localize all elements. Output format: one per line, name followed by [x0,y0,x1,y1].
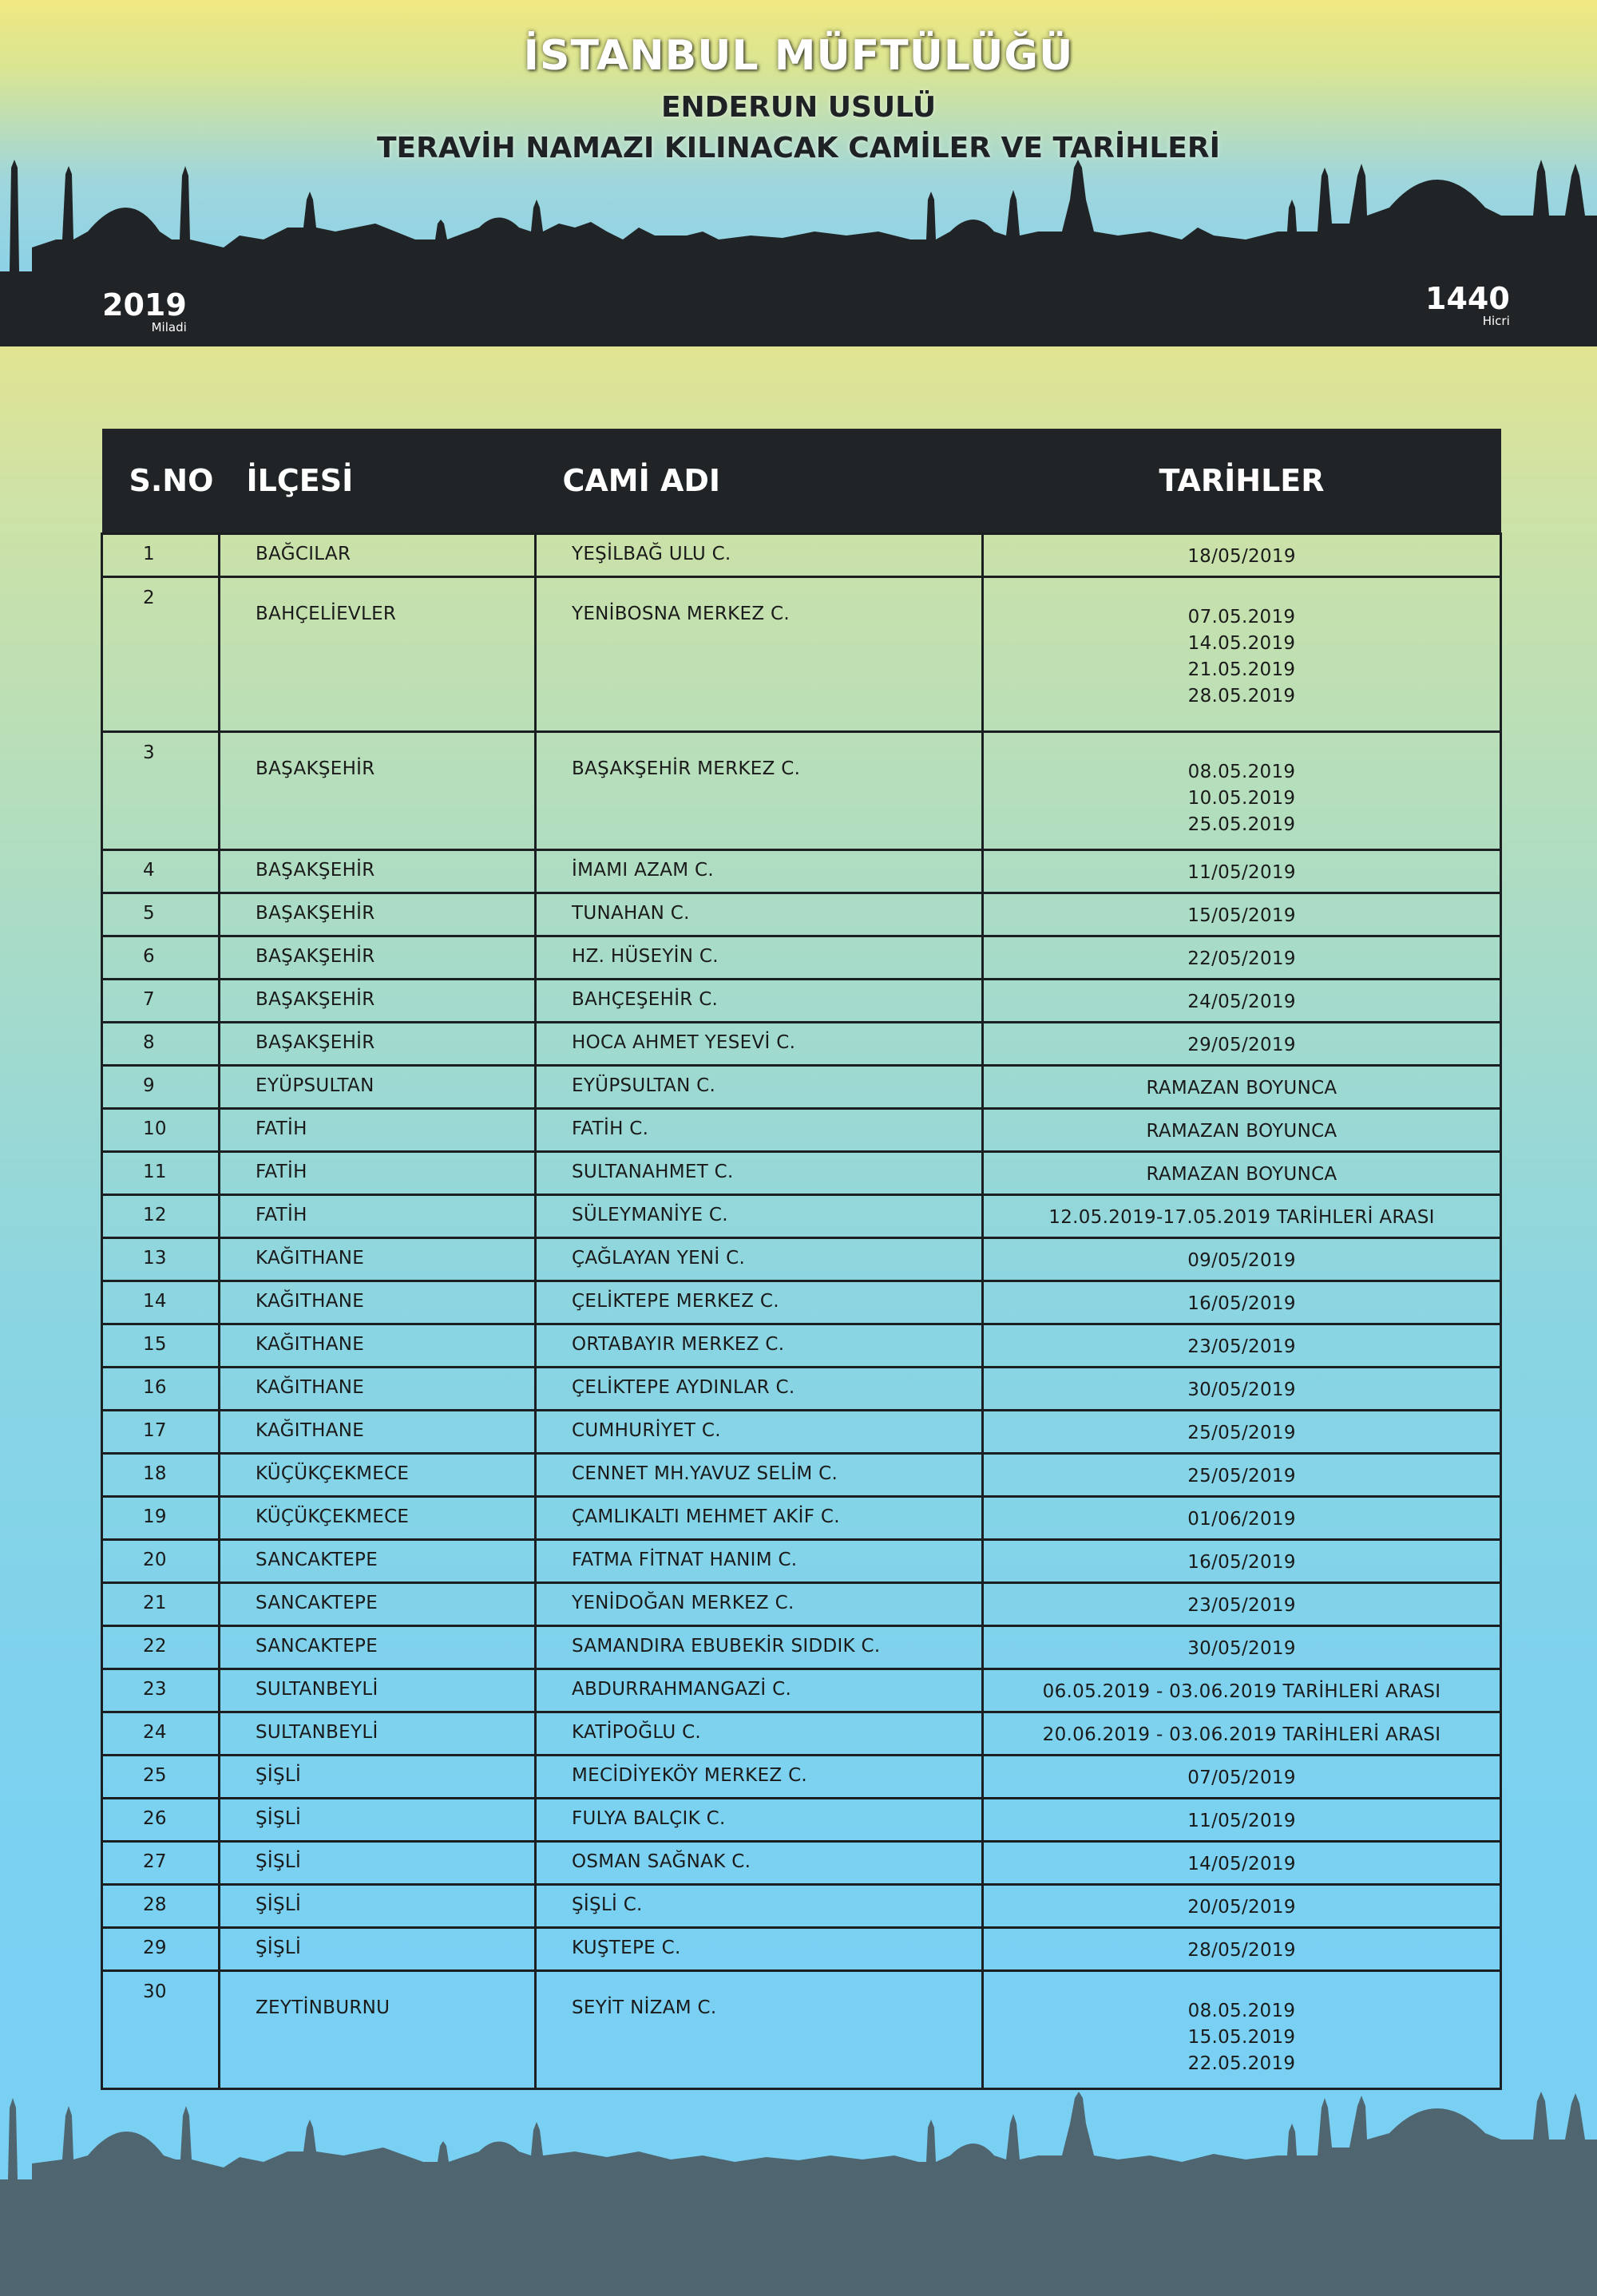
table-row [102,1368,1501,1411]
cell-tarihler [983,1928,1501,1971]
cell-sno: 3 [102,732,220,850]
cell-cami: CUMHURİYET C. [536,1411,983,1454]
cell-ilce: ŞİŞLİ [220,1842,536,1885]
cell-tarihler [983,1669,1501,1712]
cell-tarihler [983,1626,1501,1669]
date-entry: 25/05/2019 [1187,1423,1296,1443]
cell-cami: ÇELİKTEPE MERKEZ C. [536,1281,983,1324]
cell-ilce: FATİH [220,1152,536,1195]
cell-tarihler [983,1152,1501,1195]
cell-ilce: BAŞAKŞEHİR [220,893,536,936]
cell-cami: SÜLEYMANİYE C. [536,1195,983,1238]
date-entry: 29/05/2019 [1187,1035,1296,1055]
table-row [102,1626,1501,1669]
cell-ilce: ŞİŞLİ [220,1928,536,1971]
cell-sno: 8 [102,1023,220,1066]
cell-sno: 19 [102,1497,220,1540]
column-header-cami: CAMİ ADI [536,429,983,534]
cell-tarihler [983,1109,1501,1152]
cell-tarihler [983,534,1501,577]
date-entry: 09/05/2019 [1187,1250,1296,1271]
date-entry: 23/05/2019 [1187,1595,1296,1616]
cell-sno: 21 [102,1583,220,1626]
cell-ilce: KAĞITHANE [220,1238,536,1281]
table-row [102,1109,1501,1152]
table-row [102,1023,1501,1066]
cell-ilce: KAĞITHANE [220,1368,536,1411]
table-row [102,1454,1501,1497]
date-entry: 28.05.2019 [1187,686,1296,707]
column-header-ilce: İLÇESİ [220,429,536,534]
cell-sno: 11 [102,1152,220,1195]
cell-ilce: ŞİŞLİ [220,1885,536,1928]
date-entry: 22.05.2019 [1187,2053,1296,2074]
cell-ilce: SULTANBEYLİ [220,1712,536,1756]
cell-ilce: BAŞAKŞEHİR [220,850,536,893]
cell-sno: 14 [102,1281,220,1324]
page-subtitle-2: TERAVİH NAMAZI KILINACAK CAMİLER VE TARİHLERİ [376,132,1221,164]
table-header-row [102,429,1501,534]
table-row [102,893,1501,936]
date-entry: 11/05/2019 [1187,862,1296,883]
table-body [102,534,1501,2089]
date-entry: 28/05/2019 [1187,1940,1296,1961]
cell-ilce: KAĞITHANE [220,1281,536,1324]
cell-cami: HZ. HÜSEYİN C. [536,936,983,980]
cell-ilce: FATİH [220,1109,536,1152]
date-entry: 11/05/2019 [1187,1811,1296,1831]
cell-cami: YEŞİLBAĞ ULU C. [536,534,983,577]
cell-ilce: KAĞITHANE [220,1324,536,1368]
table-row [102,1238,1501,1281]
date-entry: 07/05/2019 [1187,1768,1296,1788]
table-row [102,1583,1501,1626]
cell-ilce: BAŞAKŞEHİR [220,732,536,850]
table-row [102,1324,1501,1368]
cell-cami: TUNAHAN C. [536,893,983,936]
year-hijri [1425,283,1510,327]
cell-cami: HOCA AHMET YESEVİ C. [536,1023,983,1066]
cell-sno: 10 [102,1109,220,1152]
cell-sno: 28 [102,1885,220,1928]
cell-ilce: SANCAKTEPE [220,1583,536,1626]
cell-cami: SAMANDIRA EBUBEKİR SIDDIK C. [536,1626,983,1669]
table-row [102,1540,1501,1583]
cell-cami: KATİPOĞLU C. [536,1712,983,1756]
table-row [102,936,1501,980]
date-entry: 16/05/2019 [1187,1293,1296,1314]
cell-cami: OSMAN SAĞNAK C. [536,1842,983,1885]
year-hijri-caption: Hicri [1482,314,1510,328]
cell-sno: 12 [102,1195,220,1238]
column-header-sno: S.NO [102,429,220,534]
date-entry: 08.05.2019 [1187,762,1296,782]
table-row [102,1066,1501,1109]
date-entry: 21.05.2019 [1187,659,1296,680]
cell-sno: 13 [102,1238,220,1281]
table-row [102,1756,1501,1799]
cell-ilce: SULTANBEYLİ [220,1669,536,1712]
date-entry: 12.05.2019-17.05.2019 TARİHLERİ ARASI [1048,1207,1435,1228]
date-entry: 15/05/2019 [1187,905,1296,926]
date-entry: 08.05.2019 [1187,2001,1296,2021]
cell-cami: ÇAMLIKALTI MEHMET AKİF C. [536,1497,983,1540]
cell-tarihler [983,577,1501,732]
date-entry: 15.05.2019 [1187,2027,1296,2048]
year-gregorian-caption: Miladi [151,320,187,335]
cell-sno: 6 [102,936,220,980]
cell-tarihler [983,1195,1501,1238]
cell-sno: 2 [102,577,220,732]
cell-ilce: KAĞITHANE [220,1411,536,1454]
cell-tarihler [983,732,1501,850]
cell-sno: 23 [102,1669,220,1712]
date-entry: 01/06/2019 [1187,1509,1296,1530]
cell-cami: CENNET MH.YAVUZ SELİM C. [536,1454,983,1497]
cell-tarihler [983,980,1501,1023]
cell-sno: 30 [102,1971,220,2089]
table-row [102,1712,1501,1756]
cell-ilce: ŞİŞLİ [220,1799,536,1842]
cell-sno: 17 [102,1411,220,1454]
page-title: İSTANBUL MÜFTÜLÜĞÜ [523,32,1074,80]
mosque-table [101,429,1502,2090]
cell-cami: SEYİT NİZAM C. [536,1971,983,2089]
cell-ilce: BAŞAKŞEHİR [220,1023,536,1066]
cell-ilce: ZEYTİNBURNU [220,1971,536,2089]
cell-cami: FATİH C. [536,1109,983,1152]
cell-sno: 25 [102,1756,220,1799]
table-row [102,980,1501,1023]
table-row [102,1281,1501,1324]
cell-ilce: ŞİŞLİ [220,1756,536,1799]
date-entry: 20.06.2019 - 03.06.2019 TARİHLERİ ARASI [1042,1724,1441,1745]
cell-tarihler [983,1540,1501,1583]
cell-ilce: KÜÇÜKÇEKMECE [220,1454,536,1497]
table-row [102,1971,1501,2089]
cell-sno: 4 [102,850,220,893]
date-entry: RAMAZAN BOYUNCA [1146,1121,1337,1142]
table-row [102,850,1501,893]
column-header-tarihler: TARİHLER [983,429,1501,534]
cell-tarihler [983,1497,1501,1540]
cell-cami: İMAMI AZAM C. [536,850,983,893]
table-row [102,1799,1501,1842]
cell-ilce: EYÜPSULTAN [220,1066,536,1109]
cell-cami: BAŞAKŞEHİR MERKEZ C. [536,732,983,850]
cell-sno: 18 [102,1454,220,1497]
cell-cami: SULTANAHMET C. [536,1152,983,1195]
date-entry: 07.05.2019 [1187,607,1296,627]
cell-cami: ÇELİKTEPE AYDINLAR C. [536,1368,983,1411]
cell-tarihler [983,936,1501,980]
table-row [102,1928,1501,1971]
istanbul-skyline-top [0,152,1597,346]
date-entry: 06.05.2019 - 03.06.2019 TARİHLERİ ARASI [1042,1681,1441,1702]
cell-cami: ORTABAYIR MERKEZ C. [536,1324,983,1368]
date-entry: 14.05.2019 [1187,633,1296,654]
cell-tarihler [983,1324,1501,1368]
cell-sno: 16 [102,1368,220,1411]
mosque-table-container [101,429,1500,2090]
cell-tarihler [983,1799,1501,1842]
cell-sno: 20 [102,1540,220,1583]
year-hijri-value: 1440 [1425,281,1510,316]
cell-tarihler [983,1842,1501,1885]
date-entry: 16/05/2019 [1187,1552,1296,1573]
cell-tarihler [983,1023,1501,1066]
cell-sno: 9 [102,1066,220,1109]
cell-tarihler [983,1885,1501,1928]
cell-tarihler [983,1368,1501,1411]
cell-tarihler [983,893,1501,936]
date-entry: 20/05/2019 [1187,1897,1296,1918]
date-entry: 30/05/2019 [1187,1638,1296,1659]
cell-tarihler [983,1971,1501,2089]
date-entry: 18/05/2019 [1187,546,1296,567]
cell-cami: BAHÇEŞEHİR C. [536,980,983,1023]
table-row [102,1195,1501,1238]
cell-tarihler [983,1411,1501,1454]
cell-cami: KUŞTEPE C. [536,1928,983,1971]
cell-tarihler [983,850,1501,893]
cell-sno: 5 [102,893,220,936]
cell-sno: 7 [102,980,220,1023]
cell-ilce: BAŞAKŞEHİR [220,980,536,1023]
cell-cami: YENİBOSNA MERKEZ C. [536,577,983,732]
cell-sno: 15 [102,1324,220,1368]
cell-tarihler [983,1454,1501,1497]
cell-tarihler [983,1583,1501,1626]
table-row [102,1411,1501,1454]
cell-cami: ABDURRAHMANGAZİ C. [536,1669,983,1712]
cell-sno: 22 [102,1626,220,1669]
date-entry: 24/05/2019 [1187,992,1296,1012]
date-entry: 25/05/2019 [1187,1466,1296,1486]
cell-cami: FULYA BALÇIK C. [536,1799,983,1842]
cell-tarihler [983,1238,1501,1281]
cell-cami: EYÜPSULTAN C. [536,1066,983,1109]
cell-ilce: SANCAKTEPE [220,1540,536,1583]
date-entry: 22/05/2019 [1187,948,1296,969]
cell-cami: FATMA FİTNAT HANIM C. [536,1540,983,1583]
table-row [102,1152,1501,1195]
date-entry: RAMAZAN BOYUNCA [1146,1078,1337,1099]
date-entry: 14/05/2019 [1187,1854,1296,1874]
cell-cami: ÇAĞLAYAN YENİ C. [536,1238,983,1281]
cell-sno: 26 [102,1799,220,1842]
cell-tarihler [983,1756,1501,1799]
table-row [102,1885,1501,1928]
cell-ilce: KÜÇÜKÇEKMECE [220,1497,536,1540]
date-entry: 23/05/2019 [1187,1336,1296,1357]
year-gregorian-value: 2019 [102,287,187,323]
cell-ilce: SANCAKTEPE [220,1626,536,1669]
date-entry: RAMAZAN BOYUNCA [1146,1164,1337,1185]
cell-sno: 1 [102,534,220,577]
table-row [102,1842,1501,1885]
cell-cami: YENİDOĞAN MERKEZ C. [536,1583,983,1626]
cell-ilce: BAŞAKŞEHİR [220,936,536,980]
istanbul-skyline-bottom [0,2092,1597,2296]
cell-ilce: FATİH [220,1195,536,1238]
table-row [102,1497,1501,1540]
table-row [102,577,1501,732]
cell-sno: 24 [102,1712,220,1756]
page-subtitle: ENDERUN USULÜ [660,91,937,124]
cell-sno: 29 [102,1928,220,1971]
cell-tarihler [983,1066,1501,1109]
cell-tarihler [983,1281,1501,1324]
cell-cami: ŞİŞLİ C. [536,1885,983,1928]
year-gregorian [102,287,187,335]
cell-sno: 27 [102,1842,220,1885]
table-row [102,732,1501,850]
cell-tarihler [983,1712,1501,1756]
cell-ilce: BAĞCILAR [220,534,536,577]
date-entry: 30/05/2019 [1187,1380,1296,1400]
header [0,32,1597,164]
cell-cami: MECİDİYEKÖY MERKEZ C. [536,1756,983,1799]
table-row [102,1669,1501,1712]
date-entry: 10.05.2019 [1187,788,1296,809]
date-entry: 25.05.2019 [1187,814,1296,835]
cell-ilce: BAHÇELİEVLER [220,577,536,732]
table-row [102,534,1501,577]
